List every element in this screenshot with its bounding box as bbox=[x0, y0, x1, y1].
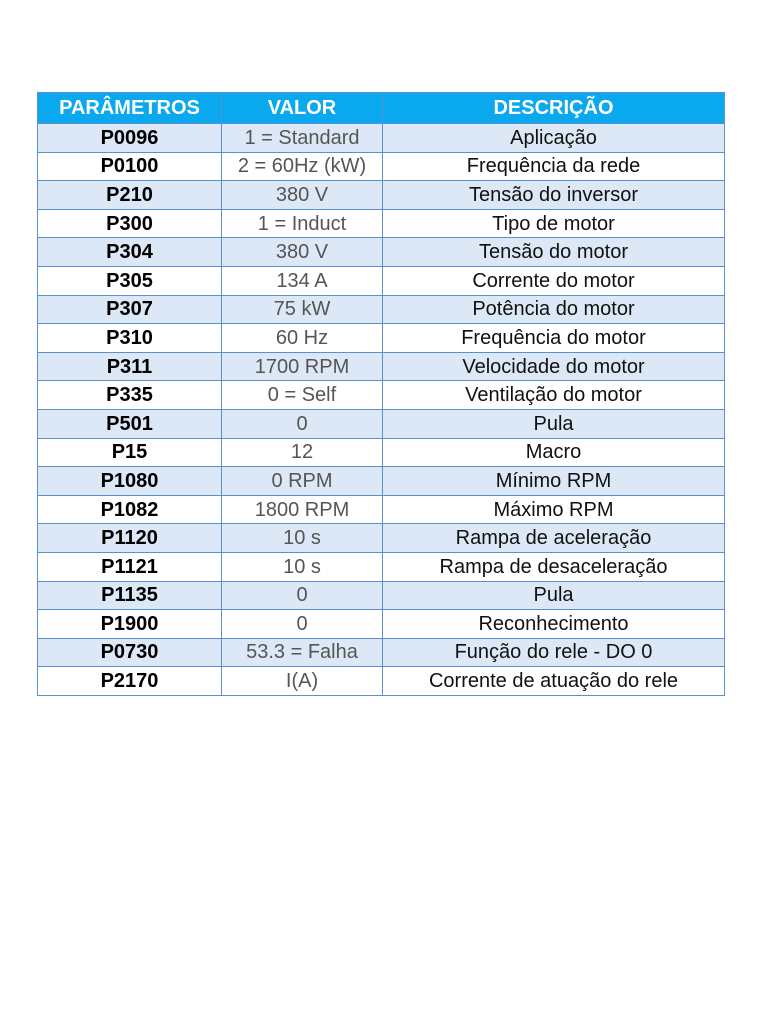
value-cell: 0 bbox=[222, 610, 383, 639]
param-cell: P300 bbox=[38, 209, 222, 238]
description-cell: Pula bbox=[383, 409, 725, 438]
table-row bbox=[38, 381, 725, 410]
table-row bbox=[38, 295, 725, 324]
header-valor: VALOR bbox=[222, 93, 383, 124]
table-row bbox=[38, 638, 725, 667]
table-header bbox=[38, 93, 725, 124]
param-cell: P305 bbox=[38, 266, 222, 295]
value-cell: 2 = 60Hz (kW) bbox=[222, 152, 383, 181]
header-row bbox=[38, 93, 725, 124]
description-cell: Tensão do motor bbox=[383, 238, 725, 267]
table-row bbox=[38, 409, 725, 438]
description-cell: Tipo de motor bbox=[383, 209, 725, 238]
parameters-table bbox=[37, 92, 725, 696]
description-cell: Pula bbox=[383, 581, 725, 610]
table-row bbox=[38, 124, 725, 153]
description-cell: Tensão do inversor bbox=[383, 181, 725, 210]
value-cell: 0 RPM bbox=[222, 467, 383, 496]
value-cell: 53.3 = Falha bbox=[222, 638, 383, 667]
value-cell: 75 kW bbox=[222, 295, 383, 324]
param-cell: P307 bbox=[38, 295, 222, 324]
description-cell: Macro bbox=[383, 438, 725, 467]
param-cell: P1082 bbox=[38, 495, 222, 524]
value-cell: 12 bbox=[222, 438, 383, 467]
param-cell: P0100 bbox=[38, 152, 222, 181]
description-cell: Máximo RPM bbox=[383, 495, 725, 524]
param-cell: P310 bbox=[38, 324, 222, 353]
param-cell: P15 bbox=[38, 438, 222, 467]
description-cell: Aplicação bbox=[383, 124, 725, 153]
param-cell: P0096 bbox=[38, 124, 222, 153]
description-cell: Rampa de desaceleração bbox=[383, 552, 725, 581]
description-cell: Potência do motor bbox=[383, 295, 725, 324]
param-cell: P1135 bbox=[38, 581, 222, 610]
param-cell: P2170 bbox=[38, 667, 222, 696]
description-cell: Frequência da rede bbox=[383, 152, 725, 181]
value-cell: 1 = Standard bbox=[222, 124, 383, 153]
value-cell: I(A) bbox=[222, 667, 383, 696]
value-cell: 1800 RPM bbox=[222, 495, 383, 524]
table-row bbox=[38, 524, 725, 553]
param-cell: P1900 bbox=[38, 610, 222, 639]
param-cell: P335 bbox=[38, 381, 222, 410]
table-row bbox=[38, 352, 725, 381]
table-row bbox=[38, 467, 725, 496]
description-cell: Rampa de aceleração bbox=[383, 524, 725, 553]
value-cell: 10 s bbox=[222, 524, 383, 553]
table-row bbox=[38, 495, 725, 524]
value-cell: 380 V bbox=[222, 181, 383, 210]
description-cell: Corrente do motor bbox=[383, 266, 725, 295]
table-row bbox=[38, 581, 725, 610]
description-cell: Velocidade do motor bbox=[383, 352, 725, 381]
param-cell: P210 bbox=[38, 181, 222, 210]
table-row bbox=[38, 552, 725, 581]
param-cell: P311 bbox=[38, 352, 222, 381]
table-row bbox=[38, 667, 725, 696]
description-cell: Corrente de atuação do rele bbox=[383, 667, 725, 696]
value-cell: 0 bbox=[222, 581, 383, 610]
param-cell: P0730 bbox=[38, 638, 222, 667]
description-cell: Ventilação do motor bbox=[383, 381, 725, 410]
param-cell: P1120 bbox=[38, 524, 222, 553]
value-cell: 134 A bbox=[222, 266, 383, 295]
value-cell: 0 = Self bbox=[222, 381, 383, 410]
table-row bbox=[38, 610, 725, 639]
value-cell: 10 s bbox=[222, 552, 383, 581]
param-cell: P501 bbox=[38, 409, 222, 438]
description-cell: Mínimo RPM bbox=[383, 467, 725, 496]
description-cell: Frequência do motor bbox=[383, 324, 725, 353]
param-cell: P304 bbox=[38, 238, 222, 267]
param-cell: P1080 bbox=[38, 467, 222, 496]
table-row bbox=[38, 238, 725, 267]
table-row bbox=[38, 209, 725, 238]
param-cell: P1121 bbox=[38, 552, 222, 581]
table-row bbox=[38, 266, 725, 295]
value-cell: 1 = Induct bbox=[222, 209, 383, 238]
table-row bbox=[38, 324, 725, 353]
description-cell: Reconhecimento bbox=[383, 610, 725, 639]
table-row bbox=[38, 438, 725, 467]
value-cell: 380 V bbox=[222, 238, 383, 267]
header-parametros: PARÂMETROS bbox=[38, 93, 222, 124]
description-cell: Função do rele - DO 0 bbox=[383, 638, 725, 667]
value-cell: 0 bbox=[222, 409, 383, 438]
table-row bbox=[38, 181, 725, 210]
table-row bbox=[38, 152, 725, 181]
value-cell: 1700 RPM bbox=[222, 352, 383, 381]
header-descricao: DESCRIÇÃO bbox=[383, 93, 725, 124]
table-body bbox=[38, 124, 725, 696]
value-cell: 60 Hz bbox=[222, 324, 383, 353]
